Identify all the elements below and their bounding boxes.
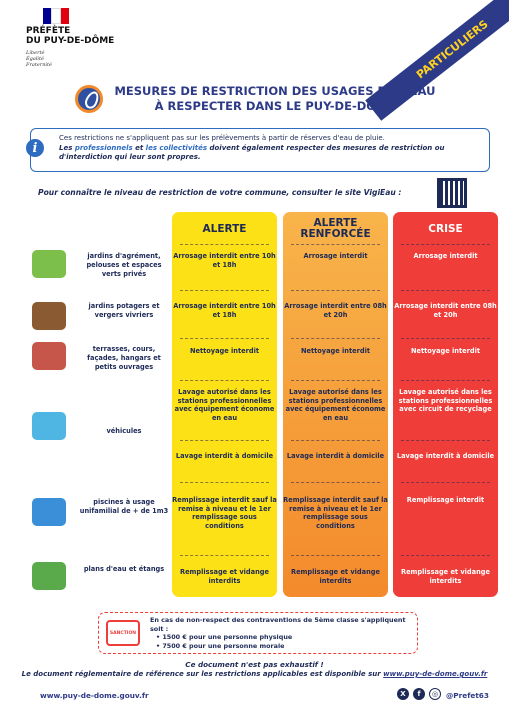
row-separator [180,290,269,291]
penalty-text: En cas de non-respect des contraventions de 5ème classe s'appliquent soit : • 1500 € pour une personne physique • 7500 € pour une personne morale [150,616,418,650]
row-separator [401,440,490,441]
penalty-item: • 7500 € pour une personne morale [156,642,418,651]
pool-icon [32,498,66,526]
house-icon [32,342,66,370]
restriction-cell: Arrosage interdit entre 08h et 20h [394,302,497,319]
restriction-cell: Arrosage interdit entre 10h et 18h [173,302,276,319]
row-separator [291,338,380,339]
info-line-2: Les professionnels et les collectivités doivent également respecter des mesures de restriction ou d'interdiction qui leur sont propres. [59,143,445,161]
restriction-cell: Remplissage interdit [406,496,485,504]
restriction-cell: Arrosage interdit [413,252,478,260]
vigieau-text: Pour connaître le niveau de restriction de votre commune, consulter le site VigiEau : [38,188,402,197]
reference-note: Le document réglementaire de référence sur les restrictions applicables est disponible sur www.puy-de-dome.gouv.fr [21,670,488,678]
page-title: MESURES DE RESTRICTION DES USAGES DE L'EAU À RESPECTER DANS LE PUY-DE-DÔME [114,84,436,113]
republic-motto: Liberté Égalité Fraternité [26,50,52,68]
restriction-cell: Lavage interdit à domicile [175,452,274,460]
row-separator [180,380,269,381]
row-separator [401,555,490,556]
marianne-flag-logo [43,8,69,24]
level-header: CRISE [428,223,463,235]
row-separator [291,555,380,556]
audience-ribbon: PARTICULIERS [365,0,509,121]
restriction-cell: Remplissage et vidange interdits [401,568,490,585]
social-handle[interactable]: @Prefet63 [446,691,489,700]
restriction-cell: Lavage autorisé dans les stations professionnelles avec circuit de recyclage [398,388,493,413]
website-link[interactable]: www.puy-de-dome.gouv.fr [40,691,149,700]
restriction-cell: Remplissage et vidange interdits [291,568,380,585]
row-label: véhicules [106,427,142,435]
pond-icon [32,562,66,590]
garden-icon [32,250,66,278]
row-separator [291,380,380,381]
row-separator [180,244,269,245]
instagram-icon[interactable]: ◎ [429,688,441,700]
social-icons [397,688,441,700]
restriction-cell: Nettoyage interdit [189,347,260,355]
row-label: plans d'eau et étangs [83,565,165,573]
restriction-cell: Lavage autorisé dans les stations professionnelles avec équipement économe en eau [285,388,386,422]
info-line-1: Ces restrictions ne s'appliquent pas sur les prélèvements à partir de réserves d'eau de pluie. [59,134,385,142]
row-separator [180,555,269,556]
row-separator [291,244,380,245]
row-separator [291,482,380,483]
restriction-cell: Nettoyage interdit [300,347,371,355]
vegetable-garden-icon [32,302,66,330]
row-separator [401,338,490,339]
row-label: terrasses, cours, façades, hangars et petits ouvrages [87,345,161,371]
x-icon[interactable]: X [397,688,409,700]
row-separator [291,290,380,291]
penalty-item: • 1500 € pour une personne physique [156,633,418,642]
row-label: piscines à usage unifamilial de + de 1m3 [79,498,169,515]
facebook-icon[interactable]: f [413,688,425,700]
qr-code-icon[interactable] [437,178,467,208]
restriction-cell: Remplissage et vidange interdits [180,568,269,585]
restriction-cell: Nettoyage interdit [410,347,481,355]
info-box [30,128,490,172]
level-header: ALERTE RENFORCÉE [300,217,371,240]
restriction-cell: Remplissage interdit sauf la remise à niveau et le 1er remplissage sous conditions [283,496,388,530]
row-separator [180,440,269,441]
row-label: jardins potagers et vergers vivriers [88,302,160,319]
restriction-cell: Arrosage interdit entre 10h et 18h [173,252,276,269]
prefecture-name: PRÉFÈTE DU PUY-DE-DÔME [26,26,115,46]
row-separator [401,244,490,245]
info-icon: i [26,139,44,157]
sanction-stamp-icon: SANCTION [106,620,140,646]
water-restriction-icon [75,85,103,113]
not-exhaustive-note: Ce document n'est pas exhaustif ! [185,660,324,669]
row-separator [180,482,269,483]
restriction-cell: Lavage autorisé dans les stations professionnelles avec équipement économe en eau [174,388,275,422]
row-label: jardins d'agrément, pelouses et espaces verts privés [86,252,162,278]
restriction-cell: Arrosage interdit [303,252,368,260]
car-wash-icon [32,412,66,440]
level-header: ALERTE [202,223,247,235]
restriction-cell: Lavage interdit à domicile [286,452,385,460]
row-separator [401,482,490,483]
reference-link[interactable]: www.puy-de-dome.gouv.fr [383,670,488,678]
restriction-cell: Arrosage interdit entre 08h et 20h [284,302,387,319]
row-separator [180,338,269,339]
row-separator [291,440,380,441]
row-separator [401,380,490,381]
row-separator [401,290,490,291]
restriction-cell: Remplissage interdit sauf la remise à niveau et le 1er remplissage sous conditions [172,496,277,530]
restriction-cell: Lavage interdit à domicile [396,452,495,460]
